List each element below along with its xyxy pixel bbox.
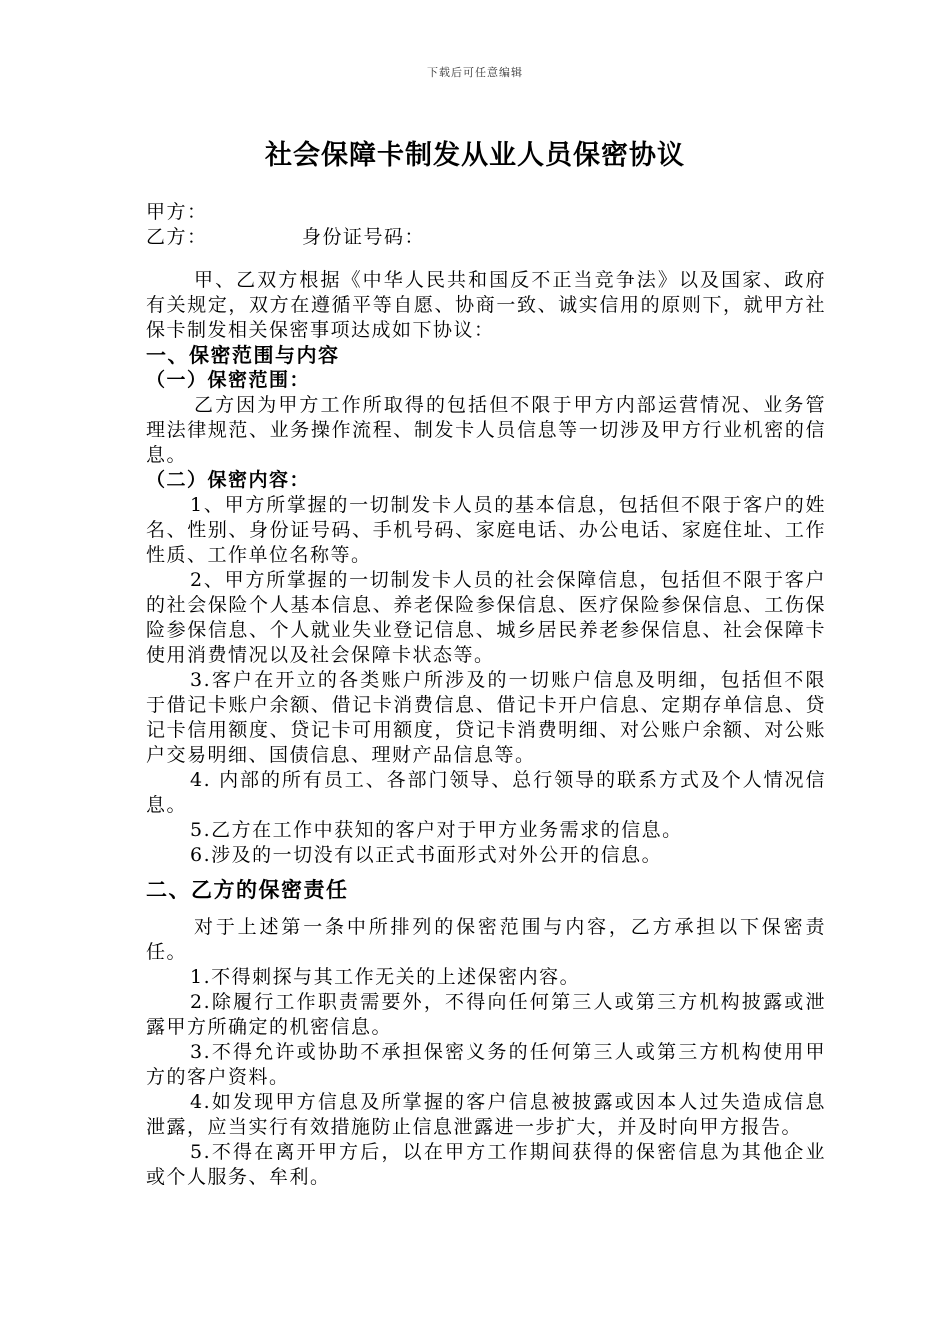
section2-item: 1.不得刺探与其工作无关的上述保密内容。	[190, 966, 581, 988]
section2-intro: 对于上述第一条中所排列的保密范围与内容，乙方承担以下保密责任。	[146, 916, 826, 963]
section2-item: 2.除履行工作职责需要外，不得向任何第三人或第三方机构披露或泄露甲方所确定的机密信息。	[146, 991, 826, 1038]
party-b-label: 乙方：	[146, 226, 208, 248]
party-a-line	[146, 200, 826, 225]
id-number-label: 身份证号码：	[302, 226, 426, 248]
section2-item: 5.不得在离开甲方后，以在甲方工作期间获得的保密信息为其他企业或个人服务、牟利。	[146, 1141, 826, 1188]
section1-item: 1、甲方所掌握的一切制发卡人员的基本信息，包括但不限于客户的姓名、性别、身份证号码、手机号码、家庭电话、办公电话、家庭住址、工作性质、工作单位名称等。	[146, 494, 826, 566]
party-b-line	[146, 225, 826, 250]
section1-item: 2、甲方所掌握的一切制发卡人员的社会保障信息，包括但不限于客户的社会保险个人基本信息、养老保险参保信息、医疗保险参保信息、工伤保险参保信息、个人就业失业登记信息、城乡居民养老参保信息、社会保障卡使用消费情况以及社会保障卡状态等。	[146, 569, 826, 666]
document-body	[146, 200, 826, 1190]
section2-item: 3.不得允许或协助不承担保密义务的任何第三人或第三方机构使用甲方的客户资料。	[146, 1041, 826, 1088]
party-a-label: 甲方：	[146, 201, 208, 223]
section1-item: 4. 内部的所有员工、各部门领导、总行领导的联系方式及个人情况信息。	[146, 769, 826, 816]
section1-heading: 一、保密范围与内容	[146, 343, 340, 367]
section1-item: 6.涉及的一切没有以正式书面形式对外公开的信息。	[190, 844, 663, 866]
section1-item: 5.乙方在工作中获知的客户对于甲方业务需求的信息。	[190, 819, 683, 841]
document-title: 社会保障卡制发从业人员保密协议	[265, 140, 685, 171]
section1-sub1-text: 乙方因为甲方工作所取得的包括但不限于甲方内部运营情况、业务管理法律规范、业务操作流程、制发卡人员信息等一切涉及甲方行业机密的信息。	[146, 394, 826, 466]
section1-sub1-heading: （一）保密范围：	[146, 369, 311, 391]
section1-sub2-heading: （二）保密内容：	[146, 469, 311, 491]
section2-heading: 二、乙方的保密责任	[146, 878, 349, 902]
section2-item: 4.如发现甲方信息及所掌握的客户信息被披露或因本人过失造成信息泄露，应当实行有效措施防止信息泄露进一步扩大，并及时向甲方报告。	[146, 1091, 826, 1138]
header-note: 下载后可任意编辑	[427, 66, 523, 79]
intro-paragraph: 甲、乙双方根据《中华人民共和国反不正当竞争法》以及国家、政府有关规定，双方在遵循平等自愿、协商一致、诚实信用的原则下，就甲方社保卡制发相关保密事项达成如下协议：	[146, 269, 826, 341]
section1-item: 3.客户在开立的各类账户所涉及的一切账户信息及明细，包括但不限于借记卡账户余额、借记卡消费信息、借记卡开户信息、定期存单信息、贷记卡信用额度、贷记卡可用额度，贷记卡消费明细、对公账户余额、对公账户交易明细、国债信息、理财产品信息等。	[146, 669, 826, 766]
